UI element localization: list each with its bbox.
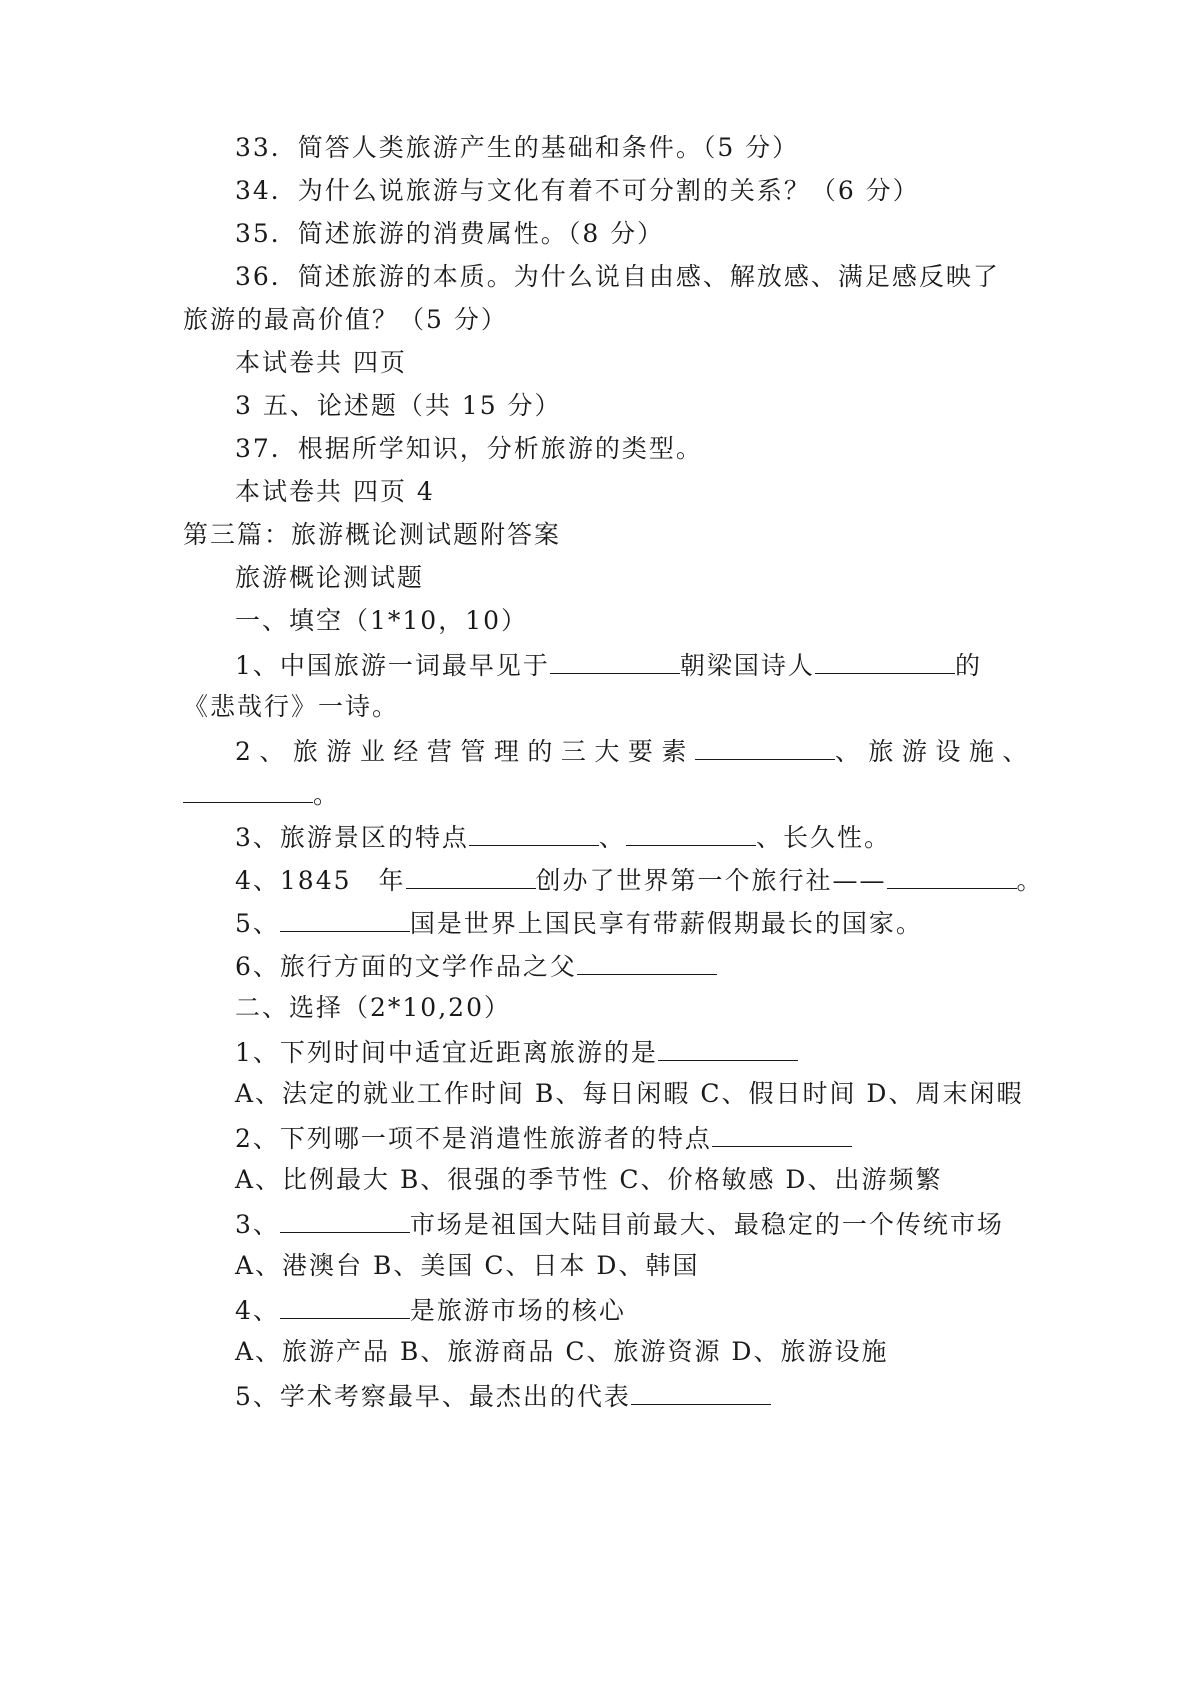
- question-text: 5、: [235, 909, 280, 938]
- question-text: 、: [598, 823, 626, 852]
- question-text: 4、: [235, 1296, 280, 1325]
- question-36-line2: 旅游的最高价值？（5 分）: [183, 305, 508, 334]
- question-37: 37．根据所学知识，分析旅游的类型。: [235, 434, 703, 463]
- question-text: 3、旅游景区的特点: [235, 823, 469, 852]
- question-text: 朝梁国诗人: [679, 651, 815, 680]
- question-text: 1、下列时间中适宜近距离旅游的是: [235, 1038, 658, 1067]
- choice-options-4: A、旅游产品 B、旅游商品 C、旅游资源 D、旅游设施: [235, 1337, 889, 1366]
- section-heading-fill: 一、填空（1*10，10）: [235, 606, 529, 635]
- question-text: 1、中国旅游一词最早见于: [235, 651, 550, 680]
- section-heading-choice: 二、选择（2*10,20）: [235, 993, 511, 1022]
- choice-question-1: [235, 1034, 1085, 1068]
- question-text: 。: [1016, 866, 1044, 895]
- choice-options-2: A、比例最大 B、很强的季节性 C、价格敏感 D、出游频繁: [235, 1165, 943, 1194]
- page-footer: 本试卷共 四页 4: [235, 477, 435, 506]
- answer-blank: [712, 1120, 852, 1147]
- question-text: 国是世界上国民享有带薪假期最长的国家。: [409, 909, 923, 938]
- question-33: 33．简答人类旅游产生的基础和条件。（5 分）: [235, 133, 800, 162]
- answer-blank: [280, 1206, 410, 1233]
- question-text: 的: [954, 651, 982, 680]
- answer-blank: [280, 1292, 410, 1319]
- answer-blank: [631, 1378, 771, 1405]
- choice-options-1: A、法定的就业工作时间 B、每日闲暇 C、假日时间 D、周末闲暇: [235, 1079, 1024, 1108]
- fill-question-1-line2: 《悲哉行》一诗。: [183, 692, 400, 721]
- question-text: 2、下列哪一项不是消遣性旅游者的特点: [235, 1124, 712, 1153]
- question-text: 6、旅行方面的文学作品之父: [235, 952, 577, 981]
- choice-question-2: [235, 1120, 1085, 1154]
- question-text: 4、1845 年: [235, 866, 406, 895]
- question-35: 35．简述旅游的消费属性。（8 分）: [235, 219, 665, 248]
- choice-question-3: [235, 1206, 1085, 1240]
- choice-options-3: A、港澳台 B、美国 C、日本 D、韩国: [235, 1251, 700, 1280]
- answer-blank: [695, 733, 835, 760]
- answer-blank: [658, 1034, 798, 1061]
- fill-question-4: [235, 862, 1085, 896]
- question-text: 、旅游设施、: [834, 737, 1036, 766]
- answer-blank: [815, 647, 955, 674]
- test-title: 旅游概论测试题: [235, 563, 425, 592]
- fill-question-1-line1: [235, 647, 1085, 681]
- section-heading-essay: 3 五、论述题（共 15 分）: [235, 391, 562, 420]
- fill-question-2-line1: [235, 733, 1085, 767]
- question-text: 。: [313, 780, 341, 809]
- question-34: 34．为什么说旅游与文化有着不可分割的关系？（6 分）: [235, 176, 920, 205]
- question-text: 3、: [235, 1210, 280, 1239]
- answer-blank: [887, 862, 1017, 889]
- choice-question-4: [235, 1292, 1085, 1326]
- answer-blank: [183, 776, 313, 803]
- answer-blank: [550, 647, 680, 674]
- question-text: 、长久性。: [755, 823, 891, 852]
- choice-question-5: [235, 1378, 1085, 1412]
- answer-blank: [406, 862, 536, 889]
- question-text: 2、旅游业经营管理的三大要素: [235, 737, 695, 766]
- fill-question-3: [235, 819, 1085, 853]
- fill-question-5: [235, 905, 1085, 939]
- question-text: 5、学术考察最早、最杰出的代表: [235, 1382, 631, 1411]
- part-title: 第三篇：旅游概论测试题附答案: [183, 520, 562, 549]
- question-text: 创办了世界第一个旅行社——: [535, 866, 887, 895]
- fill-question-2-line2: [183, 776, 1033, 810]
- answer-blank: [280, 905, 410, 932]
- answer-blank: [577, 948, 717, 975]
- question-36-line1: 36．简述旅游的本质。为什么说自由感、解放感、满足感反映了: [235, 262, 1000, 291]
- answer-blank: [469, 819, 599, 846]
- answer-blank: [626, 819, 756, 846]
- question-text: 市场是祖国大陆目前最大、最稳定的一个传统市场: [409, 1210, 1004, 1239]
- question-text: 是旅游市场的核心: [409, 1296, 626, 1325]
- page-footer: 本试卷共 四页: [235, 348, 407, 377]
- fill-question-6: [235, 948, 1085, 982]
